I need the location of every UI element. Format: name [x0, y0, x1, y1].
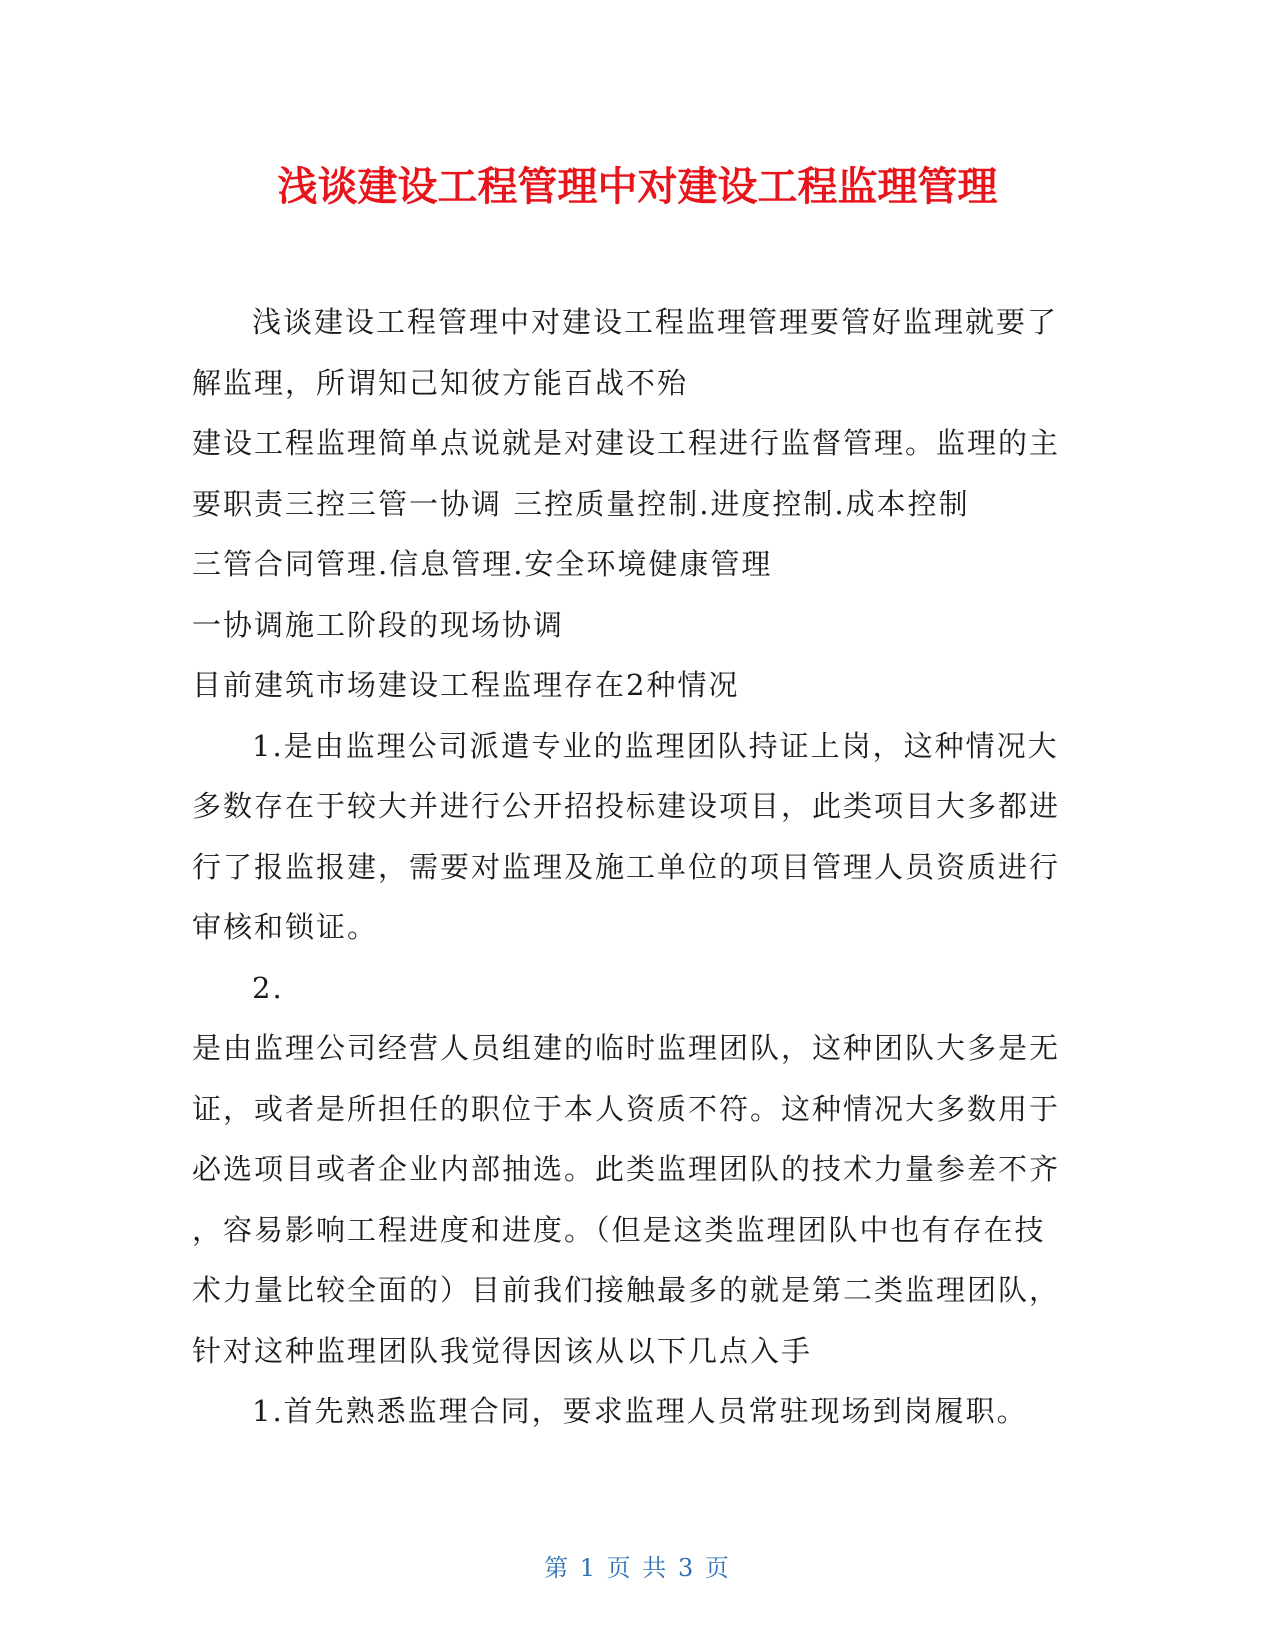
page-footer: 第 1 页 共 3 页 [544, 1554, 731, 1582]
document-title: 浅谈建设工程管理中对建设工程监理管理 [277, 164, 998, 210]
paragraph-line: 解监理，所谓知己知彼方能百战不殆 [192, 365, 689, 400]
paragraph-line: 三管合同管理.信息管理.安全环境健康管理 [192, 547, 773, 581]
paragraph-line: ，容易影响工程进度和进度。（但是这类监理团队中也有存在技 [192, 1212, 1046, 1247]
paragraph-line: 浅谈建设工程管理中对建设工程监理管理要管好监理就要了 [252, 305, 1059, 339]
document-body [192, 292, 1072, 1442]
paragraph-line: 2. [252, 970, 284, 1005]
paragraph-line: 证，或者是所担任的职位于本人资质不符。这种情况大多数用于 [192, 1091, 1061, 1126]
paragraph-line: 术力量比较全面的）目前我们接触最多的就是第二类监理团队， [192, 1273, 1061, 1307]
paragraph-line: 针对这种监理团队我觉得因该从以下几点入手 [192, 1333, 813, 1368]
paragraph-line: 目前建筑市场建设工程监理存在2种情况 [192, 668, 740, 702]
paragraph-line: 要职责三控三管一协调 三控质量控制.进度控制.成本控制 [192, 486, 970, 521]
paragraph-line: 行了报监报建，需要对监理及施工单位的项目管理人员资质进行 [192, 849, 1061, 884]
paragraph-line: 1.首先熟悉监理合同，要求监理人员常驻现场到岗履职。 [252, 1394, 1028, 1428]
paragraph-line: 多数存在于较大并进行公开招投标建设项目，此类项目大多都进 [192, 789, 1061, 823]
paragraph-line: 一协调施工阶段的现场协调 [192, 607, 565, 642]
paragraph-line: 必选项目或者企业内部抽选。此类监理团队的技术力量参差不齐 [192, 1152, 1061, 1186]
paragraph-line: 建设工程监理简单点说就是对建设工程进行监督管理。监理的主 [192, 426, 1061, 460]
paragraph-line: 审核和锁证。 [192, 910, 379, 944]
paragraph-line: 是由监理公司经营人员组建的临时监理团队，这种团队大多是无 [192, 1031, 1061, 1065]
paragraph-line: 1.是由监理公司派遣专业的监理团队持证上岗，这种情况大 [252, 728, 1059, 763]
